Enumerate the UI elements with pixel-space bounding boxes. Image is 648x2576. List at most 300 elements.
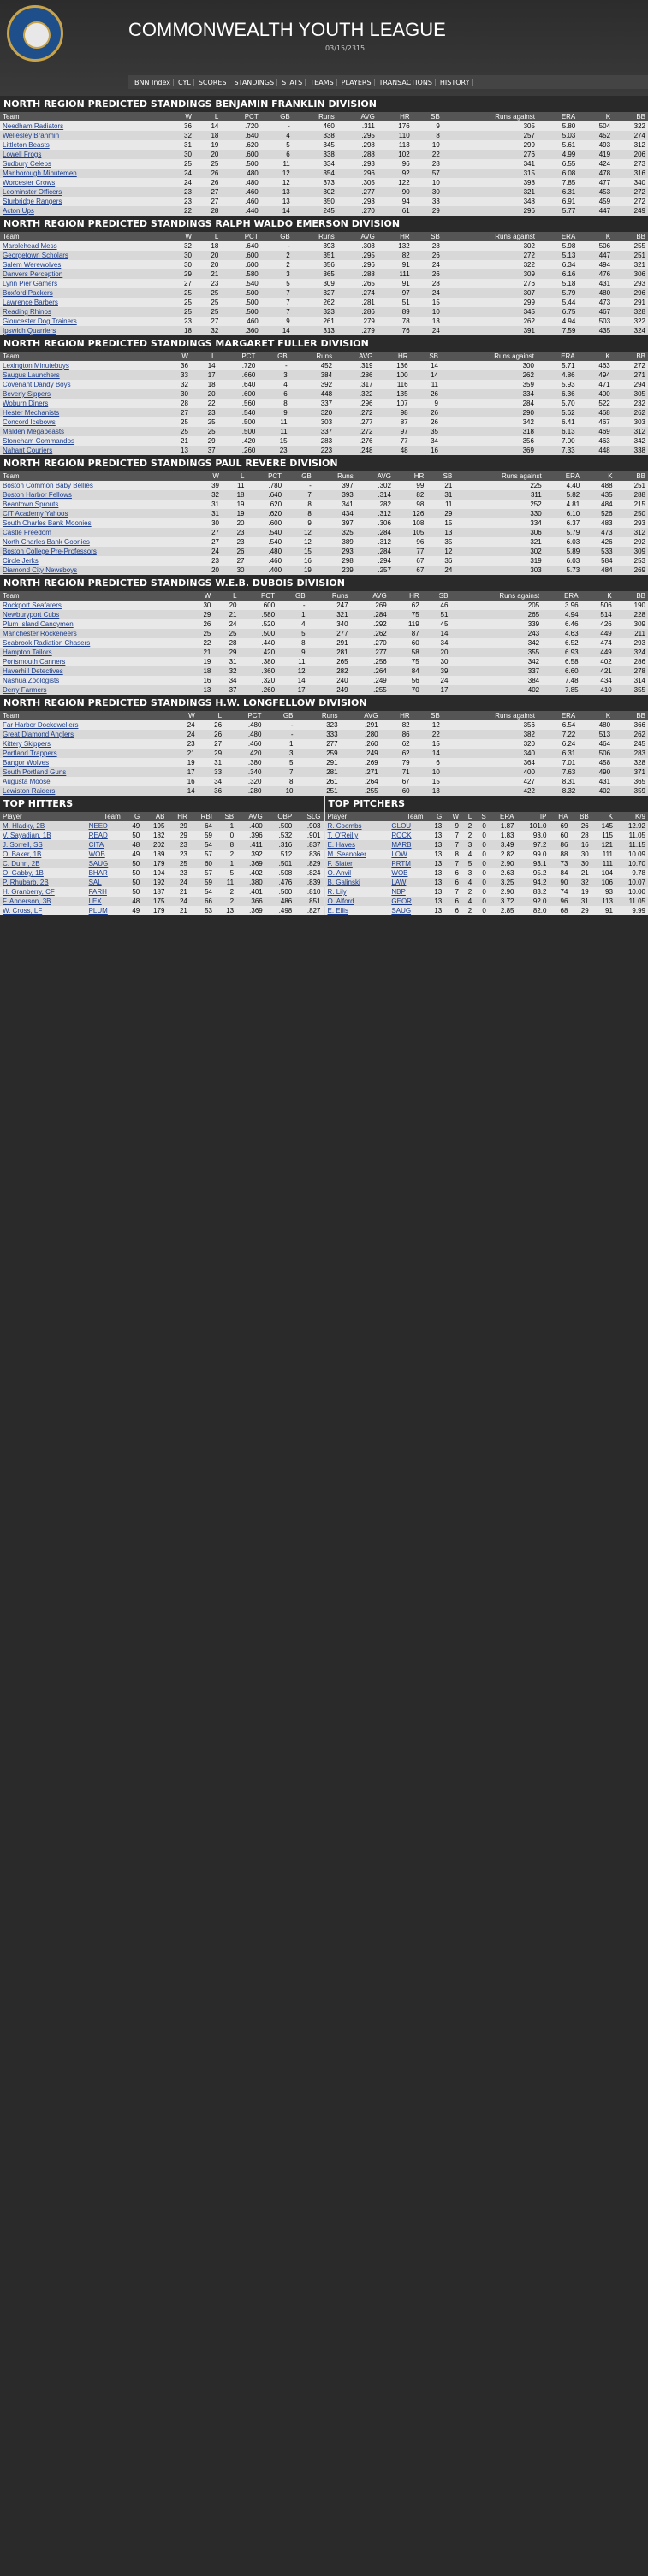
table-cell [325, 831, 389, 840]
table-cell: 4 [461, 850, 474, 859]
table-cell: .540 [218, 408, 259, 417]
table-cell: .276 [335, 436, 375, 446]
table-cell: 384 [450, 676, 542, 685]
player-link[interactable]: C. Dunn, 2B [3, 860, 40, 868]
team-link[interactable]: Boston Harbor Fellows [3, 491, 72, 499]
table-row [0, 140, 648, 150]
team-link[interactable]: Concord Icebows [3, 418, 56, 426]
table-row [0, 638, 648, 648]
table-cell: .480 [221, 169, 260, 178]
team-link[interactable]: Boston Common Baby Bellies [3, 482, 93, 489]
team-link[interactable]: LOW [391, 850, 407, 858]
table-cell: 13 [215, 906, 236, 915]
player-link[interactable]: W. Cross, LF [3, 907, 43, 915]
table-cell: 309 [615, 547, 648, 556]
table-cell: 67 [394, 566, 426, 575]
team-link[interactable]: Saugus Launchers [3, 371, 60, 379]
team-link[interactable]: Circle Jerks [3, 557, 39, 565]
table-cell: 2 [461, 831, 474, 840]
table-row [0, 481, 648, 490]
table-cell: 192 [142, 878, 167, 887]
player-link[interactable]: E. Ellis [327, 907, 348, 915]
table-cell: 7.85 [542, 685, 580, 695]
player-link[interactable]: R. Lily [327, 888, 347, 896]
table-cell: 274 [613, 131, 648, 140]
table-cell [389, 897, 425, 906]
table-cell: .264 [351, 666, 389, 676]
column-header: AVG [341, 711, 381, 720]
team-link[interactable]: GLOU [391, 822, 412, 830]
table-cell: 74 [549, 887, 570, 897]
team-link[interactable]: Hester Mechanists [3, 409, 60, 417]
column-header: GB [264, 711, 295, 720]
table-cell: 7 [444, 887, 461, 897]
table-cell: 105 [394, 528, 426, 537]
table-cell: .296 [335, 399, 375, 408]
table-cell: 189 [142, 850, 167, 859]
table-cell: 18 [191, 380, 218, 389]
team-link[interactable]: GEOR [391, 897, 412, 905]
table-cell: 467 [578, 417, 613, 427]
table-cell: 7 [444, 840, 461, 850]
team-link[interactable]: Castle Freedom [3, 529, 51, 536]
table-cell: 107 [375, 399, 410, 408]
table-cell: .292 [351, 619, 389, 629]
table-cell: 94.2 [517, 878, 550, 887]
table-cell: .369 [236, 906, 265, 915]
team-link[interactable]: PLUM [88, 907, 108, 915]
table-cell: 277 [308, 629, 351, 638]
table-cell: 0 [474, 831, 489, 840]
team-link[interactable]: LAW [391, 879, 407, 886]
table-cell: .512 [265, 850, 295, 859]
table-cell: 12 [261, 178, 293, 187]
table-cell: 46 [422, 601, 451, 610]
team-link[interactable]: PRTM [391, 860, 411, 868]
player-link[interactable]: H. Granberry, CF [3, 888, 55, 896]
team-link[interactable]: Ipswich Quarriers [3, 327, 56, 335]
column-header: K [592, 812, 615, 821]
table-cell: 71 [381, 767, 413, 777]
table-cell: 70 [389, 685, 422, 695]
table-cell: 1 [215, 859, 236, 868]
team-link[interactable]: Lawrence Barbers [3, 299, 58, 306]
team-link[interactable]: Wellesley Brahmin [3, 132, 60, 139]
player-link[interactable]: J. Sorrell, SS [3, 841, 43, 849]
team-link[interactable]: ROCK [391, 832, 412, 839]
team-link[interactable]: Gloucester Dog Trainers [3, 317, 77, 325]
player-link[interactable]: O. Baker, 1B [3, 850, 42, 858]
table-cell: 113 [592, 897, 615, 906]
table-cell: 4.63 [542, 629, 580, 638]
table-cell: 8 [284, 509, 314, 518]
table-cell: 53 [190, 906, 215, 915]
table-cell: 5.71 [537, 361, 578, 370]
table-cell: .640 [247, 490, 284, 500]
table-cell: 426 [582, 537, 615, 547]
table-cell: 2 [261, 260, 293, 269]
table-cell: 75 [389, 610, 422, 619]
nav-link-players[interactable]: PLAYERS [339, 79, 375, 86]
table-cell [0, 298, 167, 307]
column-header: Team [0, 112, 168, 121]
team-link[interactable]: SAUG [88, 860, 109, 868]
player-link[interactable]: O. Gabby, 1B [3, 869, 44, 877]
column-header: ERA [538, 711, 578, 720]
player-link[interactable]: M. Hladky, 2B [3, 822, 45, 830]
table-cell: 92 [378, 169, 413, 178]
table-cell: 2 [215, 887, 236, 897]
player-link[interactable]: R. Coombs [327, 822, 362, 830]
team-link[interactable]: Rockport Seafarers [3, 601, 62, 609]
table-cell: 13 [426, 868, 445, 878]
table-cell: 350 [293, 197, 337, 206]
table-row [0, 500, 648, 509]
table-cell: 11.05 [615, 831, 648, 840]
team-link[interactable]: Beantown Sprouts [3, 500, 59, 508]
table-cell: 30 [422, 657, 451, 666]
table-cell: 26 [198, 730, 224, 739]
team-link[interactable]: READ [88, 832, 108, 839]
table-cell: 8.32 [538, 786, 578, 796]
table-cell: 251 [613, 251, 648, 260]
table-cell: .540 [221, 279, 260, 288]
column-header: ERA [489, 812, 517, 821]
team-link[interactable]: Bangor Wolves [3, 759, 50, 767]
table-cell: 6.34 [538, 260, 578, 269]
nav-link-stats[interactable]: STATS [279, 79, 306, 86]
team-link[interactable]: MARB [391, 841, 412, 849]
column-header: GB [284, 471, 314, 481]
column-header: PCT [224, 711, 264, 720]
table-cell: 122 [378, 178, 413, 187]
table-cell [325, 897, 389, 906]
division-section [0, 335, 648, 455]
table-cell: 15 [413, 739, 443, 749]
column-header: W [163, 352, 191, 361]
division-title: NORTH REGION PREDICTED STANDINGS MARGARET FULLER DIVISION [0, 335, 648, 352]
table-cell: 6.03 [544, 556, 582, 566]
team-link[interactable]: Derry Farmers [3, 686, 47, 694]
table-cell: 355 [615, 685, 648, 695]
player-link[interactable]: E. Haves [327, 841, 355, 849]
table-cell: 25 [213, 629, 239, 638]
table-cell: 61 [378, 206, 413, 216]
table-cell: 448 [290, 389, 335, 399]
nav-link-teams[interactable]: TEAMS [307, 79, 336, 86]
team-link[interactable]: Lynn Pier Gamers [3, 280, 58, 287]
table-cell: 464 [578, 739, 613, 749]
table-cell: 69 [549, 821, 570, 831]
team-link[interactable]: NBP [391, 888, 406, 896]
table-cell [0, 777, 170, 786]
player-link[interactable]: O. Alford [327, 897, 354, 905]
team-link[interactable]: Reading Rhinos [3, 308, 51, 316]
table-cell: 17 [170, 767, 197, 777]
nav-link-standings[interactable]: STANDINGS [231, 79, 277, 86]
team-link[interactable]: Nahant Couriers [3, 447, 53, 454]
table-cell: .277 [351, 648, 389, 657]
team-link[interactable]: Acton Ups [3, 207, 34, 215]
team-link[interactable]: Danvers Perception [3, 270, 63, 278]
team-link[interactable]: Nashua Zoologists [3, 677, 60, 684]
table-cell: 369 [441, 446, 537, 455]
table-cell [389, 859, 425, 868]
team-link[interactable]: Worcester Crows [3, 179, 56, 187]
team-link[interactable]: Seabrook Radiation Chasers [3, 639, 91, 647]
table-cell: 30 [222, 566, 247, 575]
team-link[interactable]: Needham Radiators [3, 122, 64, 130]
table-cell: 25 [167, 298, 193, 307]
table-cell: 339 [450, 619, 542, 629]
team-link[interactable]: Covenant Dandy Boys [3, 381, 71, 388]
team-link[interactable]: Lowell Frogs [3, 151, 42, 158]
table-cell: 64 [190, 821, 215, 831]
table-cell: 83.2 [517, 887, 550, 897]
team-link[interactable]: Malden Megabeasts [3, 428, 65, 435]
nav-link-transactions[interactable]: TRANSACTIONS [377, 79, 436, 86]
team-link[interactable]: Marlborough Minutemen [3, 169, 77, 177]
team-link[interactable]: WOB [391, 869, 408, 877]
team-link[interactable]: Diamond City Newsboys [3, 566, 78, 574]
table-row [0, 556, 648, 566]
table-cell: 7 [264, 767, 295, 777]
table-cell: 584 [582, 556, 615, 566]
team-link[interactable]: Great Diamond Anglers [3, 731, 74, 738]
team-link[interactable]: Boxford Packers [3, 289, 53, 297]
player-link[interactable]: V. Sayadian, 1B [3, 832, 51, 839]
table-cell: .720 [218, 361, 259, 370]
team-link[interactable]: NEED [88, 822, 108, 830]
table-cell: .320 [240, 676, 278, 685]
table-cell: 62 [381, 739, 413, 749]
column-header: AVG [337, 112, 378, 121]
table-cell [389, 821, 425, 831]
table-cell [0, 178, 168, 187]
column-header: IP [517, 812, 550, 821]
table-cell: 342 [450, 657, 542, 666]
team-link[interactable]: Lexington Minutebuys [3, 362, 69, 370]
team-link[interactable]: Portsmouth Canners [3, 658, 66, 666]
table-cell: 365 [293, 269, 337, 279]
player-link[interactable]: F. Slater [327, 860, 353, 868]
team-link[interactable]: Boston College Pre-Professors [3, 548, 97, 555]
table-cell: 99.0 [517, 850, 550, 859]
team-link[interactable]: Beverly Sippers [3, 390, 51, 398]
player-link[interactable]: T. O'Reilly [327, 832, 359, 839]
team-link[interactable]: Georgetown Scholars [3, 252, 68, 259]
table-cell: 1.87 [489, 821, 517, 831]
team-link[interactable]: Far Harbor Dockdwellers [3, 721, 79, 729]
table-cell: 305 [443, 121, 538, 131]
table-cell: 31 [196, 500, 222, 509]
division-title: NORTH REGION PREDICTED STANDINGS H.W. LONGFELLOW DIVISION [0, 695, 648, 711]
table-cell: 1 [277, 610, 308, 619]
table-cell: 449 [581, 648, 615, 657]
table-cell: 402 [578, 786, 613, 796]
table-cell [0, 317, 167, 326]
team-link[interactable]: Marblehead Mess [3, 242, 57, 250]
table-cell: .293 [337, 197, 378, 206]
table-cell [0, 537, 196, 547]
table-cell: 19 [284, 566, 314, 575]
table-cell: 5 [277, 629, 308, 638]
table-cell: 15 [284, 547, 314, 556]
table-cell: 25 [194, 307, 221, 317]
nav-bar [128, 75, 648, 89]
team-link[interactable]: Lewiston Raiders [3, 787, 56, 795]
table-cell [0, 187, 168, 197]
table-cell: 324 [613, 326, 648, 335]
table-cell: 24 [413, 288, 443, 298]
table-cell: .269 [351, 601, 389, 610]
table-cell [0, 518, 196, 528]
table-cell: 97 [375, 427, 410, 436]
table-cell: 29 [191, 436, 218, 446]
player-link[interactable]: F. Anderson, 3B [3, 897, 51, 905]
table-cell: 113 [378, 140, 413, 150]
table-cell: 294 [613, 380, 648, 389]
nav-link-scores[interactable]: SCORES [196, 79, 230, 86]
table-row [0, 547, 648, 556]
table-cell: 250 [615, 509, 648, 518]
table-cell: 356 [441, 436, 537, 446]
table-cell: .257 [356, 566, 394, 575]
team-link[interactable]: South Portland Guns [3, 768, 67, 776]
team-link[interactable]: Newburyport Cubs [3, 611, 60, 619]
table-row [0, 878, 324, 887]
table-cell: 116 [375, 380, 410, 389]
team-link[interactable]: LEX [88, 897, 102, 905]
table-cell: 366 [613, 720, 648, 730]
table-cell: 0 [474, 878, 489, 887]
table-cell: 32 [163, 380, 191, 389]
column-header: W [167, 232, 193, 241]
team-link[interactable]: Stoneham Commandos [3, 437, 75, 445]
team-link[interactable]: Salem Werewolves [3, 261, 62, 269]
table-cell: 132 [378, 241, 413, 251]
table-cell: 337 [450, 666, 542, 676]
table-cell: 312 [613, 140, 648, 150]
table-cell: .255 [351, 685, 389, 695]
player-link[interactable]: B. Galinski [327, 879, 360, 886]
table-cell: 392 [290, 380, 335, 389]
team-link[interactable]: Hampton Tailors [3, 648, 52, 656]
table-cell: 293 [314, 547, 356, 556]
column-header: BB [613, 112, 648, 121]
table-cell [0, 720, 170, 730]
table-cell: 21 [213, 610, 239, 619]
team-link[interactable]: CIT Academy Yahoos [3, 510, 68, 518]
table-row [0, 417, 648, 427]
team-link[interactable]: FARH [88, 888, 107, 896]
table-cell: 2.63 [489, 868, 517, 878]
team-link[interactable]: Littleton Beasts [3, 141, 50, 149]
team-link[interactable]: WOB [88, 850, 105, 858]
table-cell: 3 [261, 269, 293, 279]
team-link[interactable]: SAL [88, 879, 102, 886]
table-cell: .420 [240, 648, 278, 657]
team-link[interactable]: Haverhill Detectives [3, 667, 63, 675]
table-cell: .392 [236, 850, 265, 859]
league-logo[interactable] [7, 5, 63, 62]
table-cell: 3 [461, 840, 474, 850]
column-header: ERA [542, 591, 580, 601]
table-cell: 334 [441, 389, 537, 399]
table-cell: 86 [549, 840, 570, 850]
team-link[interactable]: Woburn Diners [3, 400, 49, 407]
team-link[interactable]: Manchester Rockeneers [3, 630, 77, 637]
table-cell: 11.15 [615, 840, 648, 850]
table-cell: .380 [236, 878, 265, 887]
table-cell: 96 [378, 159, 413, 169]
table-cell: .480 [221, 178, 260, 187]
nav-link-cyl[interactable]: CYL [175, 79, 194, 86]
team-link[interactable]: CITA [88, 841, 104, 849]
table-cell: 100 [375, 370, 410, 380]
team-link[interactable]: South Charles Bank Moonies [3, 519, 92, 527]
table-cell: 6.91 [538, 197, 578, 206]
team-link[interactable]: SAUG [391, 907, 412, 915]
nav-link-bnn-index[interactable]: BNN Index [132, 79, 174, 86]
table-cell [0, 676, 187, 685]
table-cell: 340 [613, 178, 648, 187]
table-cell: 272 [443, 251, 538, 260]
column-header: SB [413, 232, 443, 241]
table-row [0, 859, 324, 868]
team-link[interactable]: Plum Island Candymen [3, 620, 74, 628]
player-link[interactable]: P. Rhubarb, 2B [3, 879, 49, 886]
column-header: ERA [538, 112, 578, 121]
team-link[interactable]: Portland Trappers [3, 749, 57, 757]
table-cell: 17 [277, 685, 308, 695]
team-link[interactable]: BHAR [88, 869, 108, 877]
column-header: W [196, 471, 222, 481]
column-header: Runs against [441, 352, 537, 361]
division-title: NORTH REGION PREDICTED STANDINGS RALPH WALDO EMERSON DIVISION [0, 216, 648, 232]
table-cell: 330 [455, 509, 544, 518]
team-link[interactable]: Sudbury Celebs [3, 160, 51, 168]
team-link[interactable]: Sturbridge Rangers [3, 198, 62, 205]
table-cell: .620 [247, 509, 284, 518]
table-cell [0, 206, 168, 216]
team-link[interactable]: Kittery Skippers [3, 740, 51, 748]
table-cell: .540 [247, 528, 284, 537]
table-cell: 14 [194, 121, 221, 131]
table-cell: .295 [337, 131, 378, 140]
table-cell: 20 [191, 389, 218, 399]
table-cell: 328 [613, 758, 648, 767]
player-link[interactable]: M. Seanoker [327, 850, 366, 858]
table-cell: 58 [389, 648, 422, 657]
table-cell: .296 [337, 260, 378, 269]
table-cell: 283 [613, 749, 648, 758]
column-header: Team [0, 232, 167, 241]
table-cell [0, 547, 196, 556]
player-link[interactable]: O. Anvil [327, 869, 352, 877]
table-cell: 5 [461, 859, 474, 868]
table-row [0, 446, 648, 455]
table-cell: 4 [258, 380, 289, 389]
team-link[interactable]: Augusta Moose [3, 778, 51, 785]
table-cell: - [264, 720, 295, 730]
nav-link-history[interactable]: HISTORY [437, 79, 473, 86]
table-cell: .640 [221, 131, 260, 140]
team-link[interactable]: North Charles Bank Goonies [3, 538, 90, 546]
team-link[interactable]: Leominster Officers [3, 188, 62, 196]
table-cell [389, 850, 425, 859]
table-cell: .500 [265, 887, 295, 897]
